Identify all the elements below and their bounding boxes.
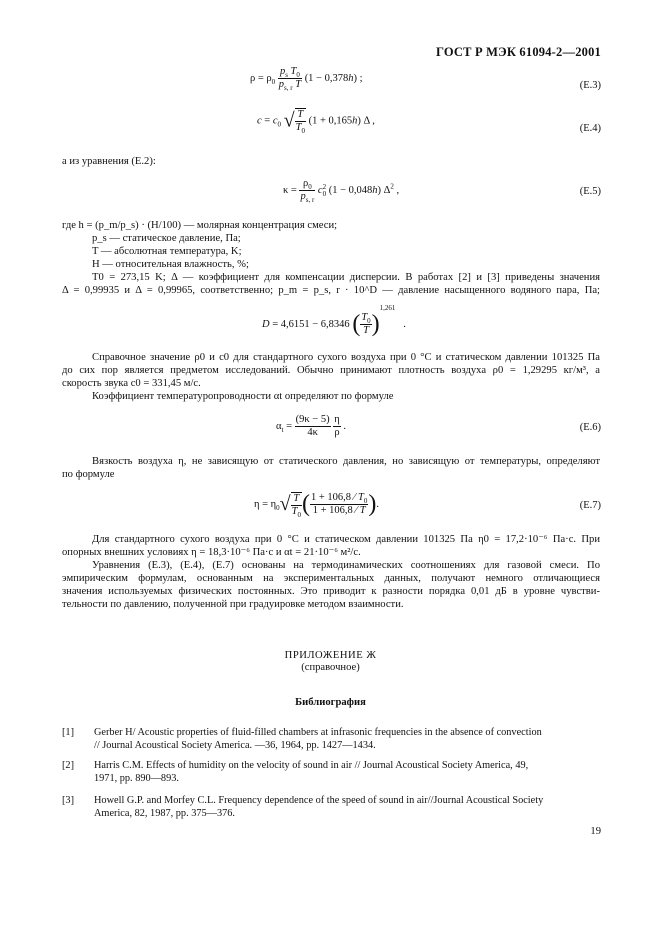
text-line: Δ = 0,99935 и Δ = 0,99965, соответственно; p_m = p_s, r · 10^D — давление насыщенного водяного пара, Па; [62,285,600,296]
equation-number: (E.3) [579,80,601,91]
bibliography-heading: Библиография [295,697,366,708]
reference-text: Gerber H/ Acoustic properties of fluid-filled chambers at infrasonic frequencies in the absence of convection [94,727,542,738]
reference-text: // Journal Acoustical Society America. —36, 1964, pp. 1427—1434. [94,740,376,751]
reference-text: 1971, pp. 890—893. [94,773,179,784]
text-line: Справочное значение ρ0 и c0 для стандартного сухого воздуха при 0 °C и статическом давлении 101325 Па [92,352,600,363]
page-number: 19 [590,826,601,837]
text-line: где h = (p_m/p_s) · (H/100) — молярная концентрация смеси; [62,220,338,231]
reference-text: Howell G.P. and Morfey C.L. Frequency dependence of the speed of sound in air//Journal Acoustical Society [94,795,544,806]
reference-text: Harris C.M. Effects of humidity on the velocity of sound in air // Journal Acoustical Society America, 49, [94,760,529,771]
equation-number: (E.7) [579,500,601,511]
document-header: ГОСТ Р МЭК 61094-2—2001 [436,45,601,59]
text-line: значения используемых физических постоянных. Это приводит к разности порядка 0,01 дБ в уровне чувстви- [62,586,600,597]
text-line: T0 = 273,15 K; Δ — коэффициент для компенсации дисперсии. В работах [2] и [3] приведены значения [92,272,600,283]
text-line: опорных внешних условиях η = 18,3·10⁻⁶ Па·с и αt = 21·10⁻⁶ м²/с. [62,547,361,558]
reference-number: [1] [62,727,75,738]
equation-number: (E.4) [579,123,601,134]
appendix-title: ПРИЛОЖЕНИЕ Ж [284,650,377,661]
equation-e4: $c = c_0$ √ $\frac{T}{T_0}$ (1 + 0,165h) Δ , [257,109,375,136]
equation-e5: κ = $\frac{\rho_0}{p_{s, r}}$ c2 0 (1 − 0,048h) $\Delta^2$ , [283,178,400,205]
reference-text: America, 82, 1987, pp. 375—376. [94,808,235,819]
equation-e7: $\eta = \eta_0√$ $\frac{T}{T_0}$ ( $\frac{1 + 106,8 ⁄ T_0}{1 + 106,8 ⁄ T}$ ). [254,491,380,519]
reference-number: [3] [62,795,75,806]
text-line: а из уравнения (E.2): [62,156,156,167]
text-line: до сих пор является предметом исследований. Обычно принимают плотность воздуха ρ0 = 1,29295 кг/м³, а [62,365,600,376]
text-line: Коэффициент температуропроводности αt определяют по формуле [92,391,394,402]
text-line: H — относительная влажность, %; [92,259,249,270]
equation-number: (E.6) [579,422,601,433]
equation-e6: $\alpha_t$ = $\frac{(9\kappa - 5)}{4\kappa}$ $\frac{\eta}{\rho}$ . [276,414,346,438]
text-line: Вязкость воздуха η, не зависящую от статического давления, но зависящую от температуры, определяют [92,456,600,467]
equation-e3: $\rho = \rho_0$ $\frac{p_s T_0}{p_{s, r} T}$ (1 − 0,378h) ; [250,66,363,93]
equation-d: D = 4,6151 − 6,8346 ( $\frac{T_0}{T}$ )$^{1,261}$ . [262,304,406,337]
text-line: скорость звука c0 = 331,45 м/с. [62,378,201,389]
appendix-subtitle: (справочное) [301,662,360,673]
reference-number: [2] [62,760,75,771]
text-line: по формуле [62,469,115,480]
text-line: p_s — статическое давление, Па; [92,233,241,244]
text-line: тельности по давлению, полученной при градуировке методом взаимности. [62,599,404,610]
text-line: эмпирическим формулам, основанным на экспериментальных данных, получают немного отличающиеся [62,573,600,584]
equation-number: (E.5) [579,186,601,197]
text-line: Для стандартного сухого воздуха при 0 °C и статическом давлении 101325 Па η0 = 17,2·10⁻⁶ Па·с. При [92,534,600,545]
text-line: T — абсолютная температура, K; [92,246,242,257]
text-line: Уравнения (E.3), (E.4), (E.7) основаны на термодинамических соотношениях для газовой смеси. По [92,560,600,571]
